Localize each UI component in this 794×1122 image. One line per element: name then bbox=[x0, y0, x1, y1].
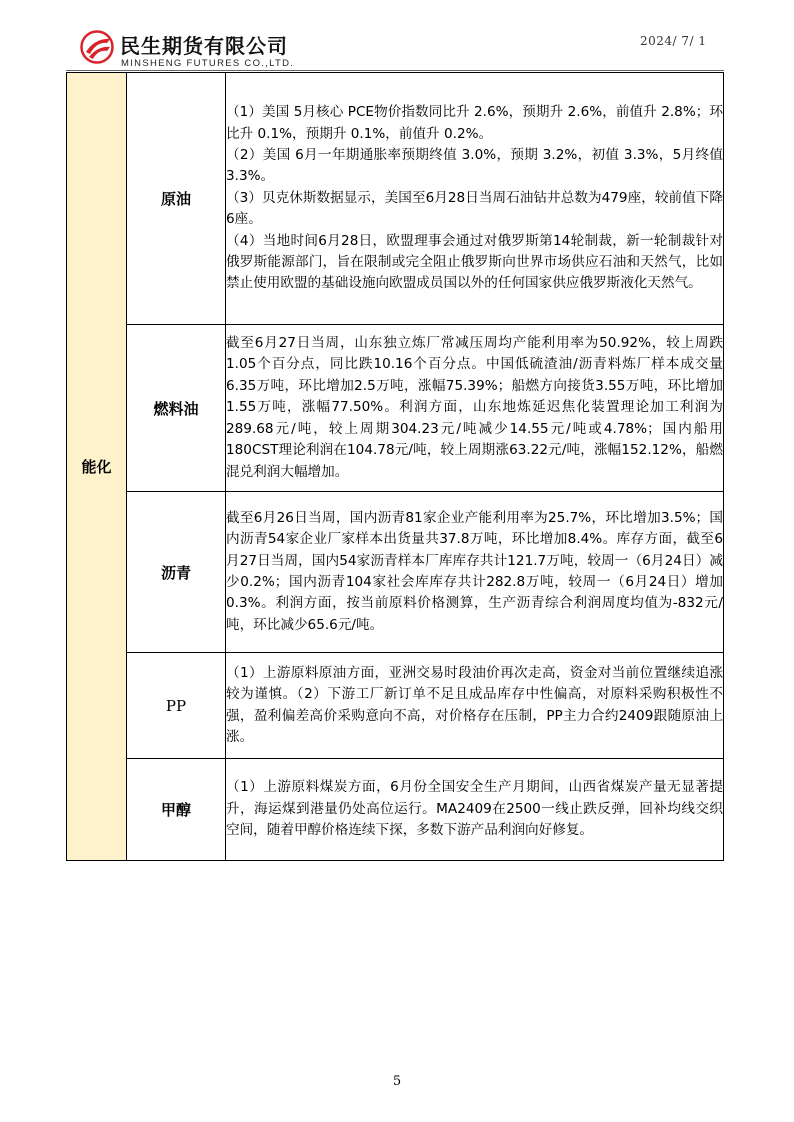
table-row-fuel-oil bbox=[67, 325, 724, 492]
table-row-methanol bbox=[67, 759, 724, 861]
table-row-pp bbox=[67, 653, 724, 759]
commodity-table bbox=[66, 72, 724, 861]
table-row-asphalt bbox=[67, 492, 724, 653]
product-label: PP bbox=[127, 653, 226, 759]
product-label: 原油 bbox=[127, 73, 226, 325]
product-label: 沥青 bbox=[127, 492, 226, 653]
product-commentary: （1）上游原料原油方面，亚洲交易时段油价再次走高，资金对当前位置继续追涨较为谨慎。（2）下游工厂新订单不足且成品库存中性偏高，对原料采购积极性不强，盈利偏差高价采购意向不高，对价格存在压制，PP主力合约2409跟随原油上涨。 bbox=[226, 653, 724, 759]
product-commentary: （1）美国 5月核心 PCE物价指数同比升 2.6%，预期升 2.6%，前值升 2.8%；环比升 0.1%，预期升 0.1%，前值升 0.2%。 （2）美国 6月一年期通胀率预期终值 3.0%，预期 3.2%，初值 3.3%，5月终值 3.3%。 （3）贝克休斯数据显示，美国至6月28日当周石油钻井总数为479座，较前值下降6座。 （4）当地时间6月28日，欧盟理事会通过对俄罗斯第14轮制裁，新一轮制裁针对俄罗斯能源部门，旨在限制或完全阻止俄罗斯向世界市场供应石油和天然气，比如禁止使用欧盟的基础设施向欧盟成员国以外的任何国家供应俄罗斯液化天然气。 bbox=[226, 73, 724, 325]
minsheng-logo-icon bbox=[80, 30, 114, 64]
product-label: 燃料油 bbox=[127, 325, 226, 492]
page-number: 5 bbox=[392, 1074, 402, 1089]
product-commentary: （1）上游原料煤炭方面，6月份全国安全生产月期间，山西省煤炭产量无显著提升，海运煤到港量仍处高位运行。MA2409在2500一线止跌反弹，回补均线交织空间，随着甲醇价格连续下探，多数下游产品利润向好修复。 bbox=[226, 759, 724, 861]
product-commentary: 截至6月26日当周，国内沥青81家企业产能利用率为25.7%，环比增加3.5%；国内沥青54家企业厂家样本出货量共37.8万吨，环比增加8.4%。库存方面，截至6月27日当周，国内54家沥青样本厂库库存共计121.7万吨，较周一（6月24日）减少0.2%；国内沥青104家社会库库存共计282.8万吨，较周一（6月24日）增加0.3%。利润方面，按当前原料价格测算，生产沥青综合利润周度均值为-832元/吨，环比减少65.6元/吨。 bbox=[226, 492, 724, 653]
page-header bbox=[0, 0, 794, 72]
table-row-crude-oil bbox=[67, 73, 724, 325]
sector-cell: 能化 bbox=[67, 73, 127, 861]
company-name-cn: 民生期货有限公司 bbox=[120, 34, 288, 58]
report-date: 2024/ 7/ 1 bbox=[640, 34, 707, 48]
company-name-en: MINSHENG FUTURES CO.,LTD. bbox=[121, 58, 295, 69]
product-label: 甲醇 bbox=[127, 759, 226, 861]
header-divider bbox=[66, 70, 724, 71]
product-commentary: 截至6月27日当周，山东独立炼厂常减压周均产能利用率为50.92%，较上周跌1.05个百分点，同比跌10.16个百分点。中国低硫渣油/沥青料炼厂样本成交量6.35万吨，环比增加2.5万吨，涨幅75.39%；船燃方向接货3.55万吨，环比增加1.55万吨，涨幅77.50%。利润方面，山东地炼延迟焦化装置理论加工利润为289.68元/吨，较上周期304.23元/吨减少14.55元/吨或4.78%；国内船用180CST理论利润在104.78元/吨，较上周期涨63.22元/吨，涨幅152.12%，船燃混兑利润大幅增加。 bbox=[226, 325, 724, 492]
